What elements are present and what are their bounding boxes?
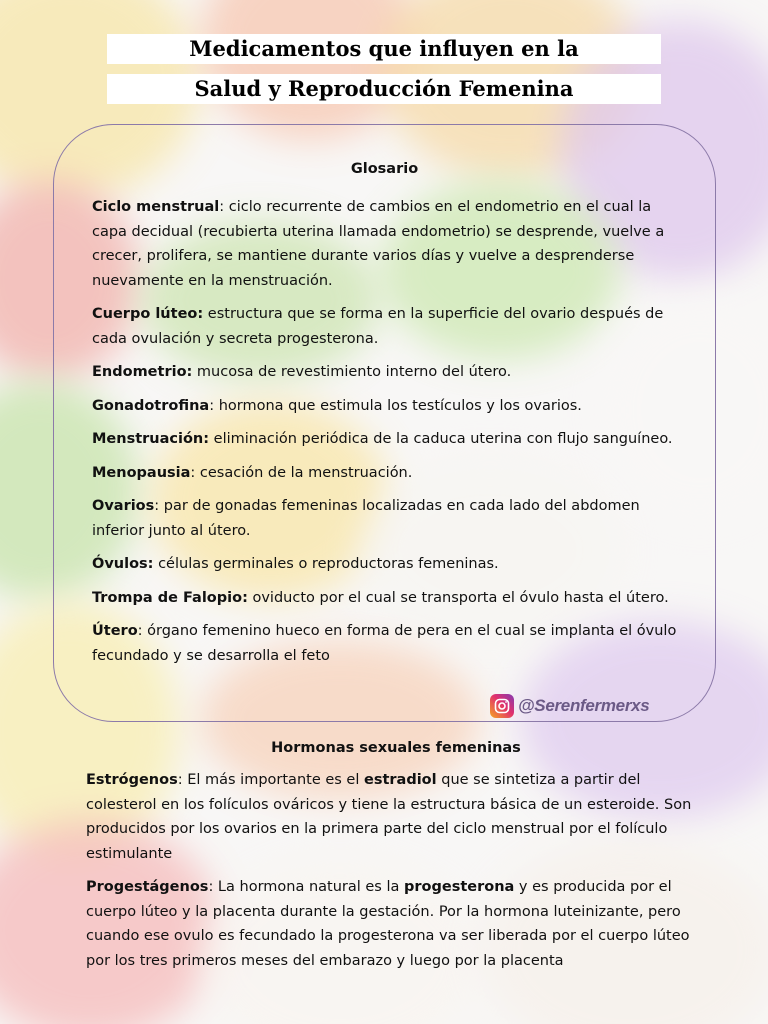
glossary-definition: células germinales o reproductoras femeninas. (153, 556, 499, 572)
glossary-term: Cuerpo lúteo: (92, 306, 204, 322)
glossary-definition: mucosa de revestimiento interno del útero. (192, 364, 512, 380)
page-title-line-1: Medicamentos que influyen en la (107, 34, 661, 64)
glossary-entry-utero (92, 619, 682, 668)
glossary-term: Útero (92, 623, 138, 639)
hormones-section (86, 740, 706, 982)
glossary-term: Ovarios (92, 498, 155, 514)
hormones-paragraph-progestagenos (86, 875, 706, 973)
glossary-term: Trompa de Falopio: (92, 589, 248, 606)
instagram-icon (490, 694, 514, 718)
glossary-title: Glosario (350, 161, 419, 177)
glossary-definition: : hormona que estimula los testículos y los ovarios. (209, 397, 582, 414)
glossary-definition: : órgano femenino hueco en forma de pera en el cual se implanta el óvulo fecundado y se desarrolla el feto (92, 623, 677, 664)
glossary-list (92, 195, 682, 677)
glossary-entry-menstruacion (92, 427, 682, 452)
glossary-entry-gonadotrofina (92, 394, 682, 419)
glossary-definition: estructura que se forma en la superficie del ovario después de cada ovulación y secreta progesterona. (92, 306, 664, 347)
hormone-highlight: progesterona (404, 879, 515, 895)
hormone-term: Estrógenos (86, 772, 178, 788)
glossary-term: Gonadotrofina (92, 397, 210, 414)
glossary-definition: : par de gonadas femeninas localizadas en cada lado del abdomen inferior junto al útero. (92, 498, 640, 539)
glossary-entry-cuerpo-luteo (92, 302, 682, 351)
glossary-entry-ovulos (92, 552, 682, 577)
glossary-term: Óvulos: (92, 556, 154, 572)
hormone-highlight: estradiol (364, 772, 437, 788)
paragraph-text: que se sintetiza a partir del colesterol en los folículos ováricos y tiene la estructura básica de un esteroide. Son producidos por los ovarios en la primera parte del ciclo menstrual por el folículo estimulante (86, 772, 692, 862)
glossary-definition: eliminación periódica de la caduca uterina con flujo sanguíneo. (209, 431, 673, 447)
hormones-paragraph-estrogenos (86, 768, 706, 866)
glossary-entry-ovarios (92, 494, 682, 543)
glossary-definition: : ciclo recurrente de cambios en el endometrio en el cual la capa decidual (recubierta uterina llamada endometrio) se desprende, vuelve a crecer, prolifera, se mantiene durante varios días y vuelve a desprenderse nuevamente en la menstruación. (92, 199, 665, 289)
glossary-definition: oviducto por el cual se transporta el óvulo hasta el útero. (247, 589, 669, 606)
paragraph-text: : El más importante es el (177, 772, 364, 788)
glossary-entry-menopausia (92, 461, 682, 486)
instagram-handle: @Serenfermerxs (518, 696, 650, 715)
glossary-term: Ciclo menstrual (92, 199, 220, 215)
glossary-term: Menopausia (92, 464, 191, 481)
hormone-term: Progestágenos (86, 879, 209, 895)
instagram-watermark (490, 694, 649, 718)
glossary-entry-trompa-de-falopio (92, 586, 682, 611)
hormones-title: Hormonas sexuales femeninas (271, 740, 521, 756)
glossary-term: Menstruación: (92, 431, 210, 447)
glossary-definition: : cesación de la menstruación. (190, 464, 413, 481)
glossary-panel (53, 124, 716, 722)
paragraph-text: : La hormona natural es la (208, 879, 404, 895)
glossary-entry-ciclo-menstrual (92, 195, 682, 293)
glossary-term: Endometrio: (92, 364, 193, 380)
paragraph-text: y es producida por el cuerpo lúteo y la placenta durante la gestación. Por la hormona luteinizante, pero cuando ese ovulo es fecundado la progesterona va ser liberada por el cuerpo lúteo por los tres primeros meses del embarazo y luego por la placenta (86, 879, 690, 969)
page-title-line-2: Salud y Reproducción Femenina (107, 74, 661, 104)
glossary-entry-endometrio (92, 360, 682, 385)
